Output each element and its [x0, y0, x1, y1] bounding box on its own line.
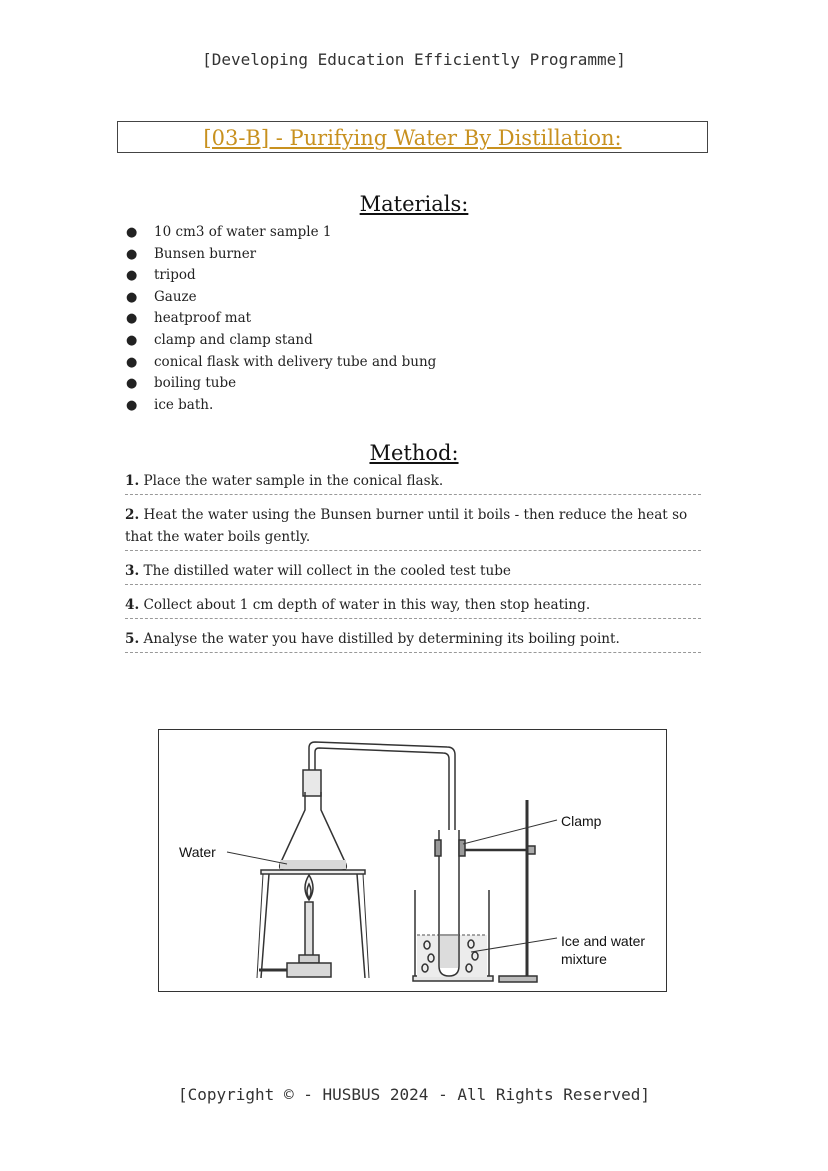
material-text: tripod — [154, 267, 196, 284]
method-step-4 — [125, 594, 701, 619]
material-text: heatproof mat — [154, 310, 252, 327]
distillation-diagram — [158, 729, 667, 992]
list-item — [122, 265, 436, 287]
bullet-icon: ● — [126, 289, 138, 305]
distillation-apparatus-illustration — [159, 730, 666, 991]
step-text: The distilled water will collect in the cooled test tube — [143, 563, 511, 579]
method-step-3 — [125, 560, 701, 585]
step-text: Heat the water using the Bunsen burner until it boils - then reduce the heat so that the water boils gently. — [125, 507, 688, 545]
step-number: 3. — [125, 563, 140, 579]
bullet-icon: ● — [126, 268, 138, 284]
material-text: conical flask with delivery tube and bung — [154, 353, 437, 370]
material-text: 10 cm3 of water sample 1 — [154, 224, 332, 240]
materials-list — [122, 222, 436, 416]
page-title: [03-B] - Purifying Water By Distillation: — [203, 126, 622, 150]
list-item — [122, 287, 436, 309]
material-text: clamp and clamp stand — [154, 331, 313, 348]
page-footer: [Copyright © - HUSBUS 2024 - All Rights Reserved] — [177, 1085, 650, 1104]
list-item — [122, 308, 436, 330]
step-text: Collect about 1 cm depth of water in this way, then stop heating. — [143, 597, 591, 613]
step-number: 2. — [125, 507, 140, 523]
clamp-label: Clamp — [561, 813, 602, 829]
ice-water-label-line2: mixture — [561, 951, 607, 967]
page-header: [Developing Education Efficiently Programme] — [202, 50, 626, 69]
list-item — [122, 395, 436, 417]
method-step-5 — [125, 628, 701, 653]
step-number: 4. — [125, 597, 140, 613]
method-heading: Method: — [369, 441, 459, 465]
bullet-icon: ● — [126, 246, 138, 262]
materials-heading: Materials: — [359, 192, 469, 216]
bullet-icon: ● — [126, 397, 138, 413]
material-text: boiling tube — [154, 375, 237, 392]
list-item — [122, 222, 436, 244]
bullet-icon: ● — [126, 376, 138, 392]
list-item — [122, 373, 436, 395]
ice-water-label-line1: Ice and water — [561, 933, 646, 949]
step-text: Analyse the water you have distilled by determining its boiling point. — [143, 631, 620, 647]
material-text: Gauze — [154, 288, 197, 305]
method-step-2 — [125, 504, 701, 551]
bullet-icon: ● — [126, 332, 138, 348]
list-item — [122, 352, 436, 374]
bullet-icon: ● — [126, 311, 138, 327]
method-step-1 — [125, 470, 701, 495]
material-text: ice bath. — [154, 396, 214, 413]
material-text: Bunsen burner — [154, 245, 257, 262]
step-number: 1. — [125, 473, 140, 489]
list-item — [122, 330, 436, 352]
water-label: Water — [179, 844, 216, 860]
method-steps — [125, 470, 701, 662]
bullet-icon: ● — [126, 354, 138, 370]
bullet-icon: ● — [126, 225, 138, 240]
step-text: Place the water sample in the conical flask. — [143, 473, 444, 489]
step-number: 5. — [125, 631, 140, 647]
list-item — [122, 244, 436, 266]
title-box — [117, 121, 708, 153]
